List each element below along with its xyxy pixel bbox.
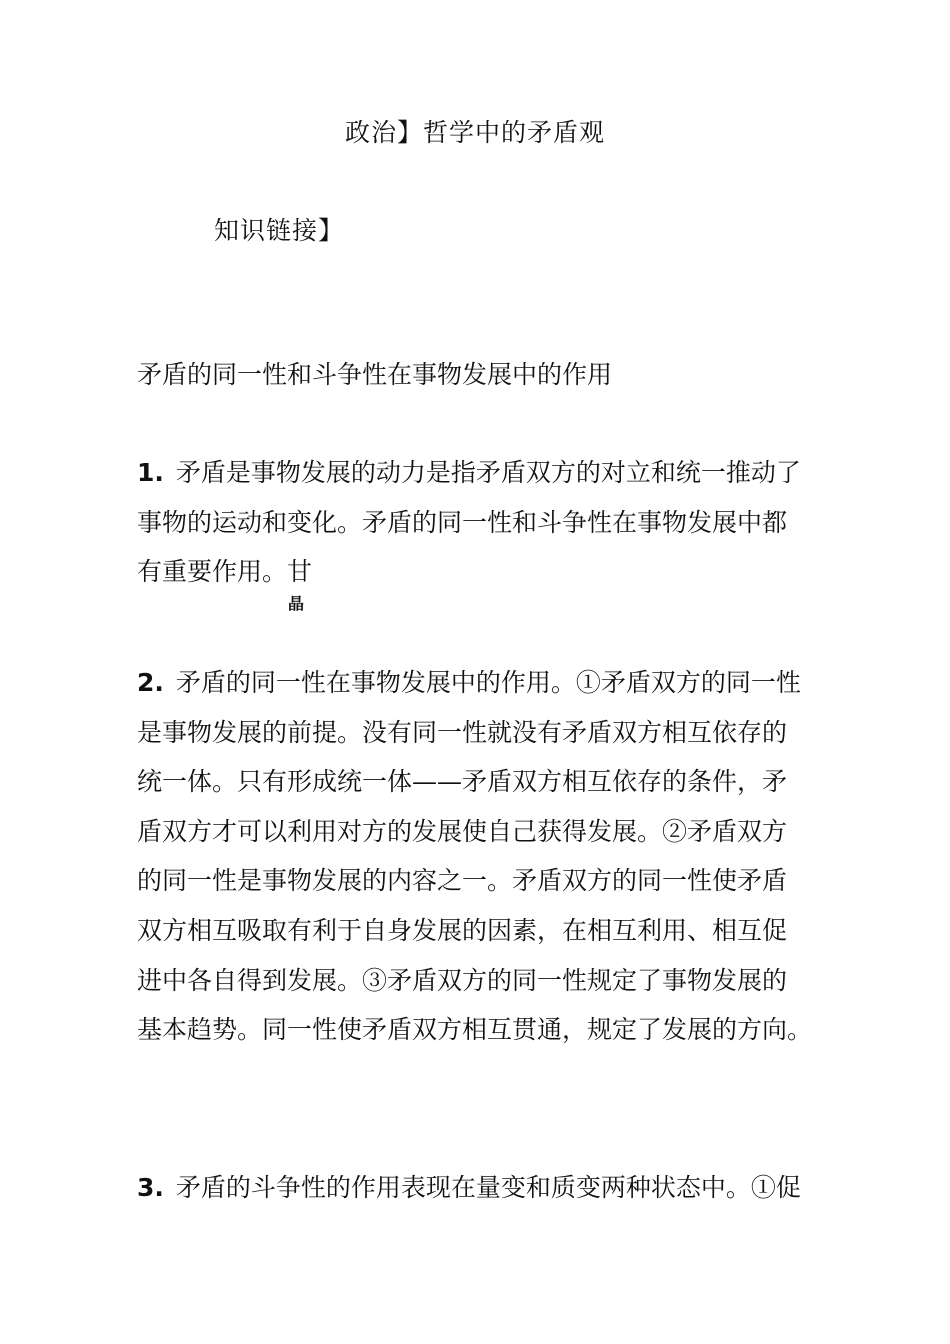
document-title: 政治】哲学中的矛盾观 [344,118,605,147]
paragraph-3 [137,1163,827,1213]
paragraph-line: 的同一性是事物发展的内容之一。矛盾双方的同一性使矛盾 [137,866,788,896]
paragraph-line: 双方相互吸取有利于自身发展的因素，在相互利用、相互促 [137,915,788,945]
section-heading: 矛盾的同一性和斗争性在事物发展中的作用 [137,360,613,389]
stray-marker-text: 晶 [288,594,305,613]
paragraph-line: 进中各自得到发展。③矛盾双方的同一性规定了事物发展的 [137,965,788,995]
paragraph-line: 1. 矛盾是事物发展的动力是指矛盾双方的对立和统一推动了 [137,458,801,487]
paragraph-line: 统一体。只有形成统一体——矛盾双方相互依存的条件，矛 [137,767,788,797]
paragraph-line: 是事物发展的前提。没有同一性就没有矛盾双方相互依存的 [137,717,788,747]
paragraph-line: 盾双方才可以利用对方的发展使自己获得发展。②矛盾双方 [137,816,788,846]
paragraph-line: 基本趋势。同一性使矛盾双方相互贯通，规定了发展的方向。 [137,1015,813,1045]
section-label: 知识链接】 [214,216,345,245]
paragraph-line: 2. 矛盾的同一性在事物发展中的作用。①矛盾双方的同一性 [137,668,801,697]
paragraph-line: 事物的运动和变化。矛盾的同一性和斗争性在事物发展中都 [137,507,788,537]
paragraph-number: 2. [137,668,164,697]
paragraph-line: 有重要作用。甘 [137,557,313,587]
paragraph-number: 3. [137,1173,164,1202]
paragraph-1 [137,448,827,597]
paragraph-2 [137,658,827,1055]
paragraph-number: 1. [137,458,164,487]
paragraph-line: 3. 矛盾的斗争性的作用表现在量变和质变两种状态中。①促 [137,1173,801,1202]
